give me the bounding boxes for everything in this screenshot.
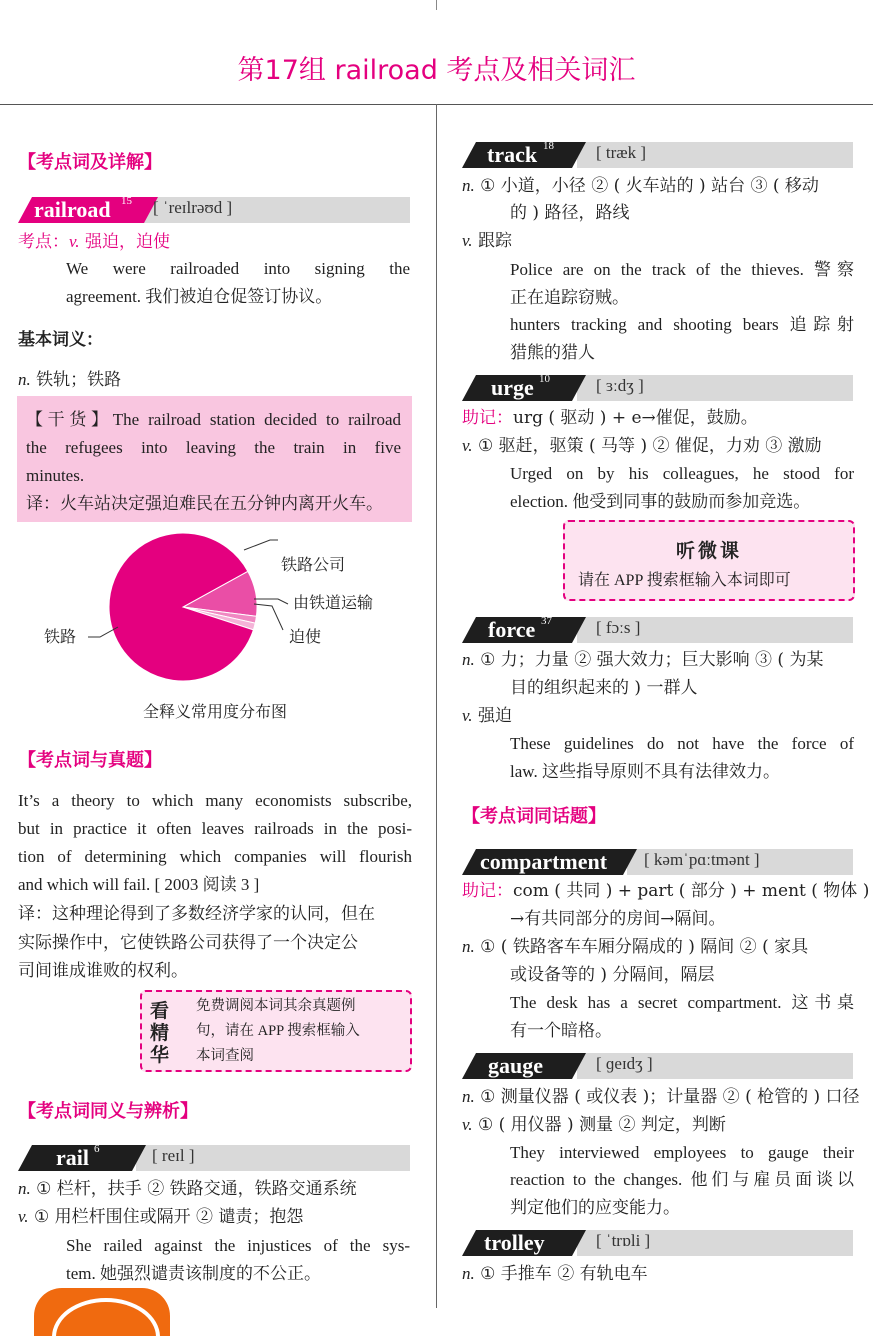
section-heading-exam: 【考点词与真题】: [18, 750, 162, 771]
pie-label-transport: 由铁道运输: [293, 595, 374, 612]
headword: compartment: [480, 849, 608, 874]
headword: rail: [56, 1145, 89, 1170]
phonetic: [ træk ]: [596, 143, 647, 162]
example-line: They interviewed employees to gauge their: [510, 1143, 854, 1162]
frequency-superscript: 37: [541, 615, 552, 627]
example-line: hunters tracking and shooting bears 追踪射: [510, 315, 854, 334]
pos-tag: n.: [462, 650, 475, 669]
track-noun-def: ① 小道，小径 ② ( 火车站的 ) 站台 ③ ( 移动: [474, 176, 819, 196]
pos-tag: v.: [69, 232, 80, 251]
pie-label-railway: 铁路: [44, 629, 77, 646]
frequency-superscript: 18: [543, 140, 554, 152]
headword-bar-trolley: [462, 1230, 853, 1256]
weike-text: 请在 APP 搜索框输入本词即可: [578, 572, 791, 589]
section-heading-topic: 【考点词同话题】: [462, 806, 606, 827]
jinghua-line: 本词查阅: [196, 1048, 254, 1064]
exam-paragraph-line: and which will fail. [ 2003 阅读 3 ]: [18, 875, 260, 894]
headword-bar-force: [462, 617, 853, 643]
exam-paragraph-line: It’s a theory to which many economists subscribe,: [18, 791, 412, 810]
compartment-noun-def-cont: 或设备等的 ) 分隔间，隔层: [510, 965, 715, 985]
pie-label-company: 铁路公司: [281, 557, 346, 574]
mnemonic-text-cont: →有共同部分的房间→隔间。: [510, 909, 726, 929]
frequency-superscript: 10: [539, 373, 550, 385]
headword: force: [488, 617, 536, 642]
pos-tag: v.: [462, 231, 473, 250]
gauge-noun-def: ① 测量仪器 ( 或仪表 )；计量器 ② ( 枪管的 ) 口径: [474, 1087, 860, 1107]
example-line: We were railroaded into signing the: [66, 259, 410, 278]
weike-title: 听微课: [675, 540, 742, 562]
headword: track: [487, 142, 538, 167]
headword-bar-compartment: [462, 849, 853, 875]
example-line: 判定他们的应变能力。: [510, 1198, 680, 1217]
mnemonic-label: 助记：: [462, 881, 513, 901]
compartment-mnemonic-line: [462, 877, 869, 905]
example-line: Urged on by his colleagues, he stood for: [510, 464, 854, 483]
example-line: tem. 她强烈谴责该制度的不公正。: [66, 1264, 321, 1283]
pos-tag: n.: [462, 1087, 475, 1106]
urge-verb-def: ① 驱赶，驱策 ( 马等 ) ② 催促，力劝 ③ 激励: [472, 436, 822, 456]
column-divider: [436, 104, 437, 1308]
urge-verb-line: [462, 432, 822, 460]
headword: trolley: [484, 1230, 545, 1255]
phonetic: [ ˈtrɒli ]: [596, 1231, 651, 1250]
headword: gauge: [488, 1053, 543, 1078]
ganhuo-translation: 译：火车站决定强迫难民在五分钟内离开火车。: [26, 494, 383, 513]
frequency-superscript: 6: [94, 1143, 100, 1155]
example-line: She railed against the injustices of the sys-: [66, 1236, 410, 1255]
mnemonic-label: 助记：: [462, 408, 513, 428]
example-line: 猎熊的猎人: [510, 343, 595, 362]
exam-translation-line: 实际操作中，它使铁路公司获得了一个决定公: [18, 933, 358, 952]
kaodian-line: [18, 228, 170, 256]
exam-paragraph-line: but in practice it often leaves railroads in the posi-: [18, 819, 412, 838]
ganhuo-line: minutes.: [26, 466, 85, 485]
force-verb-line: [462, 702, 512, 730]
phonetic: [ ɜːdʒ ]: [596, 376, 644, 395]
jinghua-tag: 看精华: [150, 1000, 170, 1066]
leader-line: [254, 599, 288, 604]
phonetic: [ kəmˈpɑːtmənt ]: [644, 850, 760, 869]
section-heading-detail: 【考点词及详解】: [18, 152, 162, 173]
trolley-noun-line: [462, 1260, 648, 1288]
ganhuo-line: 【干货】The railroad station decided to railroad: [26, 410, 401, 429]
frequency-superscript: 15: [121, 195, 132, 207]
basic-meaning-text: 铁轨；铁路: [30, 370, 122, 390]
pos-tag: n.: [462, 1264, 475, 1283]
jinghua-line: 免费调阅本词其余真题例: [196, 998, 356, 1014]
mnemonic-text: com ( 共同 ) + part ( 部分 ) + ment ( 物体 ): [513, 881, 870, 901]
compartment-noun-def: ① ( 铁路客车车厢分隔成的 ) 隔间 ② ( 家具: [474, 937, 809, 957]
leader-line: [254, 604, 283, 630]
gauge-verb-def: ① ( 用仪器 ) 测量 ② 判定，判断: [472, 1115, 726, 1135]
force-noun-def-cont: 目的组织起来的 ) 一群人: [510, 678, 698, 698]
exam-translation-line: 司间谁成谁败的权利。: [18, 961, 188, 980]
example-line: election. 他受到同事的鼓励而参加竞选。: [510, 492, 811, 511]
example-line: reaction to the changes. 他们与雇员面谈以: [510, 1170, 854, 1189]
pie-label-force: 迫使: [289, 629, 322, 646]
example-line: 有一个暗格。: [510, 1021, 612, 1040]
phonetic: [ ˈreɪlrəʊd ]: [153, 198, 233, 217]
phonetic: [ fɔːs ]: [596, 618, 641, 637]
page-title: 第17组 railroad 考点及相关词汇: [237, 55, 636, 86]
pos-tag: v.: [18, 1207, 29, 1226]
exam-translation-line: 译：这种理论得到了多数经济学家的认同，但在: [18, 904, 375, 923]
pie-caption: 全释义常用度分布图: [142, 702, 287, 721]
rail-noun-line: [18, 1175, 357, 1203]
headword-bar-railroad: [18, 197, 410, 223]
urge-mnemonic-line: [462, 404, 758, 432]
pos-tag: v.: [462, 706, 473, 725]
pos-tag: n.: [462, 937, 475, 956]
compartment-noun-line: [462, 933, 808, 961]
headword-bar-rail: [18, 1145, 410, 1171]
mnemonic-text: urg ( 驱动 ) + e→催促，鼓励。: [513, 408, 758, 428]
section-heading-synonyms: 【考点词同义与辨析】: [18, 1101, 198, 1122]
example-line: 正在追踪窃贼。: [510, 288, 629, 307]
gauge-noun-line: [462, 1083, 860, 1111]
rail-verb-line: [18, 1203, 303, 1231]
rail-verb-def: ① 用栏杆围住或隔开 ② 谴责；抱怨: [28, 1207, 304, 1227]
ganhuo-line: the refugees into leaving the train in five: [26, 438, 401, 457]
track-verb-def: 跟踪: [472, 231, 512, 251]
trolley-noun-def: ① 手推车 ② 有轨电车: [474, 1264, 648, 1284]
force-noun-def: ① 力；力量 ② 强大效力；巨大影响 ③ ( 为某: [474, 650, 824, 670]
jinghua-line: 句，请在 APP 搜索框输入: [196, 1023, 360, 1039]
phonetic: [ ɡeɪdʒ ]: [596, 1054, 653, 1073]
example-line: The desk has a secret compartment. 这书桌: [510, 993, 854, 1012]
example-line: Police are on the track of the thieves. 警察: [510, 260, 854, 279]
app-badge-icon: [52, 1298, 160, 1336]
rail-noun-def: ① 栏杆，扶手 ② 铁路交通，铁路交通系统: [30, 1179, 357, 1199]
gauge-verb-line: [462, 1111, 726, 1139]
app-badge[interactable]: [34, 1288, 170, 1336]
headword-bar-gauge: [462, 1053, 853, 1079]
pos-tag: n.: [18, 1179, 31, 1198]
exam-paragraph-line: tion of determining which companies will flourish: [18, 847, 412, 866]
top-tick: [436, 0, 437, 10]
leader-line: [244, 540, 278, 550]
force-verb-def: 强迫: [472, 706, 512, 726]
pos-tag: v.: [462, 1115, 473, 1134]
pos-tag: v.: [462, 436, 473, 455]
headword-bar-track: [462, 142, 853, 168]
example-line: agreement. 我们被迫仓促签订协议。: [66, 287, 333, 306]
example-line: law. 这些指导原则不具有法律效力。: [510, 762, 780, 781]
pos-tag: n.: [462, 176, 475, 195]
pos-tag: n.: [18, 370, 31, 389]
force-noun-line: [462, 646, 823, 674]
headword: railroad: [34, 197, 111, 222]
track-noun-def-cont: 的 ) 路径，路线: [510, 203, 630, 223]
basic-meaning-heading: 基本词义：: [18, 330, 103, 350]
kaodian-definition: 强迫，迫使: [79, 232, 170, 252]
track-noun-line: [462, 172, 819, 200]
track-verb-line: [462, 227, 512, 255]
example-line: These guidelines do not have the force of: [510, 734, 854, 753]
basic-meaning-line: [18, 366, 121, 394]
headword: urge: [491, 375, 534, 400]
headword-bar-urge: [462, 375, 853, 401]
kaodian-label: 考点：: [18, 232, 69, 252]
phonetic: [ reɪl ]: [152, 1146, 195, 1165]
